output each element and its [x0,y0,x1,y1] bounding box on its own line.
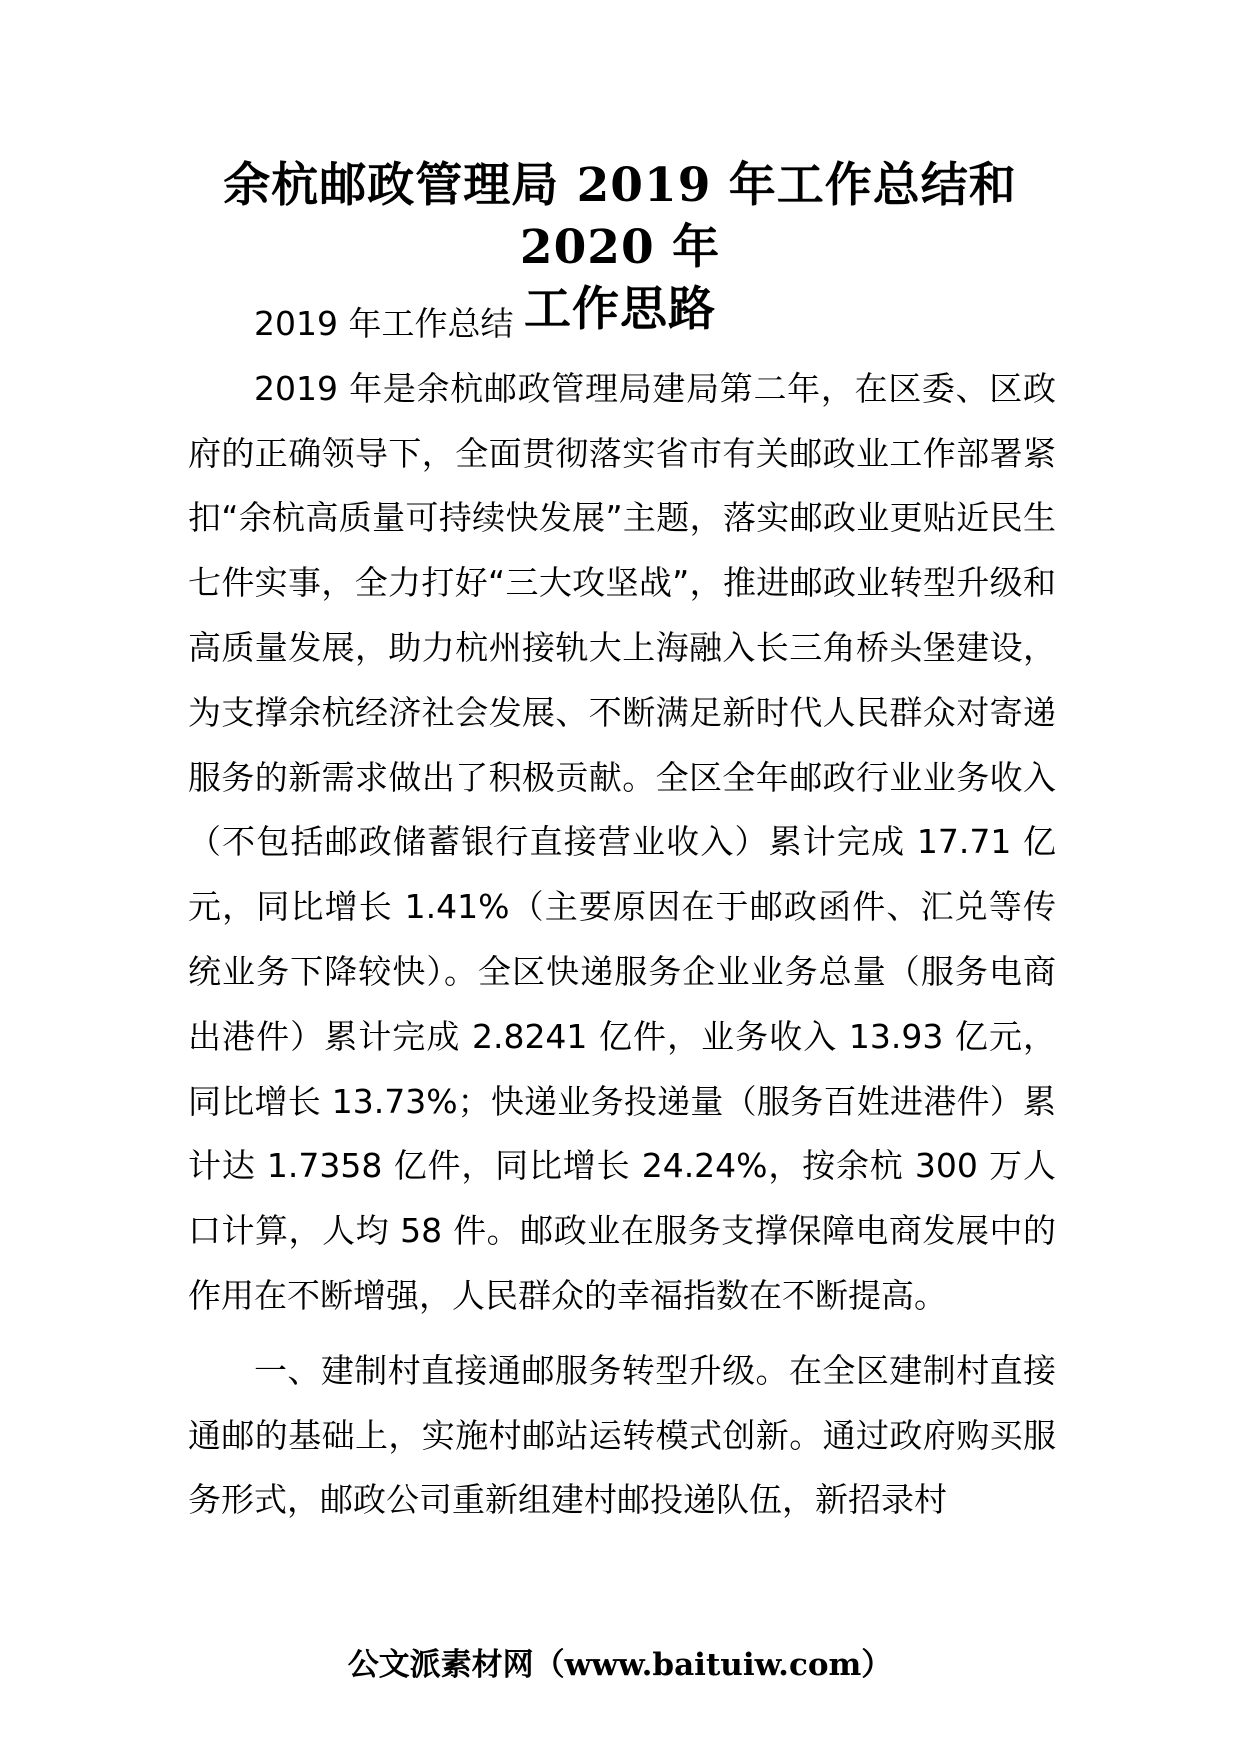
footer-watermark: 公文派素材网（www.baituiw.com） [347,1647,893,1683]
paragraph-summary: 2019 年是余杭邮政管理局建局第二年，在区委、区政府的正确领导下，全面贯彻落实省市有关邮政业工作部署紧扣“余杭高质量可持续快发展”主题，落实邮政业更贴近民生七件实事，全力打好“三大攻坚战”，推进邮政业转型升级和高质量发展，助力杭州接轨大上海融入长三角桥头堡建设，为支撑余杭经济社会发展、不断满足新时代人民群众对寄递服务的新需求做出了积极贡献。全区全年邮政行业业务收入（不包括邮政储蓄银行直接营业收入）累计完成 17.71 亿元，同比增长 1.41%（主要原因在于邮政函件、汇兑等传统业务下降较快）。全区快递服务企业业务总量（服务电商出港件）累计完成 2.8241 亿件，业务收入 13.93 亿元，同比增长 13.73%；快递业务投递量（服务百姓进港件）累计达 1.7358 亿件，同比增长 24.24%，按余杭 300 万人口计算，人均 58 件。邮政业在服务支撑保障电商发展中的作用在不断增强，人民群众的幸福指数在不断提高。 [188,368,1056,1315]
title-line-2: 工作思路 [524,282,716,337]
paragraph-section-one: 一、建制村直接通邮服务转型升级。在全区建制村直接通邮的基础上，实施村邮站运转模式创新。通过政府购买服务形式，邮政公司重新组建村邮投递队伍，新招录村 [188,1350,1056,1520]
title-line-1: 余杭邮政管理局 2019 年工作总结和 2020 年 [223,158,1017,275]
section-heading: 2019 年工作总结 [254,304,514,343]
document-body [188,292,1056,1533]
